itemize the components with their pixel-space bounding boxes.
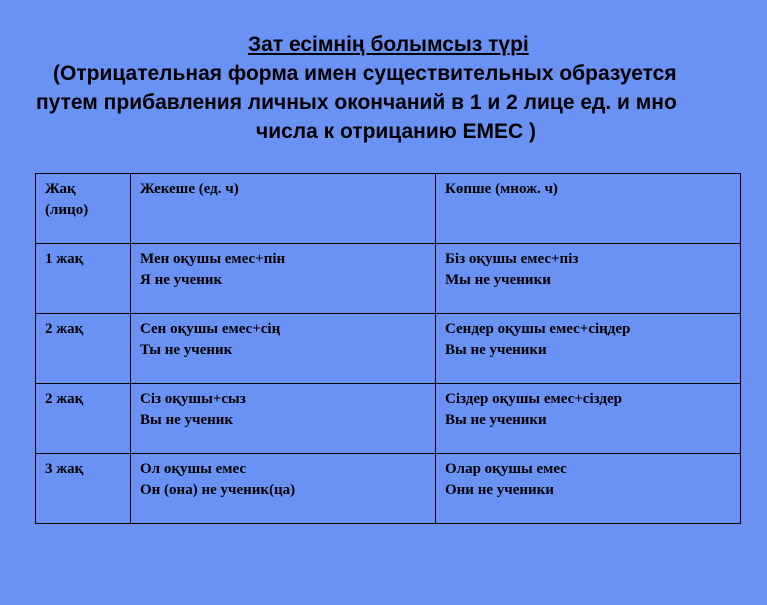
header-singular [131,174,436,244]
subtitle-line-1: (Отрицательная форма имен существительных образуется [53,62,677,85]
plural-kazakh: Біз оқушы емес+піз [445,251,579,267]
plural-cell [436,314,741,384]
table-row [36,314,741,384]
plural-cell [436,454,741,524]
person-cell [36,244,131,314]
person-label: 3 жақ [45,461,84,477]
table-row [36,454,741,524]
person-cell [36,454,131,524]
singular-kazakh: Мен оқушы емес+пін [140,251,286,267]
singular-russian: Вы не ученик [140,412,234,428]
singular-kazakh: Сіз оқушы+сыз [140,391,246,407]
plural-kazakh: Олар оқушы емес [445,461,567,477]
slide-title: Зат есімнің болымсыз түрі [248,33,529,56]
subtitle-line-2: путем прибавления личных окончаний в 1 и 2 лице ед. и мно [36,91,677,114]
singular-cell [131,244,436,314]
subtitle-line-3: числа к отрицанию ЕМЕС ) [256,120,537,143]
table-header-row [36,174,741,244]
person-cell [36,384,131,454]
singular-russian: Ты не ученик [140,342,233,358]
singular-cell [131,384,436,454]
plural-kazakh: Сіздер оқушы емес+сіздер [445,391,622,407]
slide-heading [0,0,767,160]
plural-cell [436,244,741,314]
person-cell [36,314,131,384]
table-row [36,384,741,454]
table-row [36,244,741,314]
plural-cell [436,384,741,454]
plural-russian: Вы не ученики [445,412,547,428]
singular-cell [131,314,436,384]
singular-kazakh: Ол оқушы емес [140,461,246,477]
header-plural [436,174,741,244]
plural-russian: Мы не ученики [445,272,551,288]
singular-kazakh: Сен оқушы емес+сің [140,321,281,337]
negation-table [35,173,741,524]
plural-kazakh: Сендер оқушы емес+сіңдер [445,321,631,337]
person-label: 1 жақ [45,251,84,267]
singular-russian: Он (она) не ученик(ца) [140,482,296,498]
header-singular-label: Жекеше (ед. ч) [140,181,239,197]
header-person [36,174,131,244]
plural-russian: Они не ученики [445,482,554,498]
person-label: 2 жақ [45,321,84,337]
header-plural-label: Көпше (множ. ч) [445,181,558,197]
header-person-line: (лицо) [45,202,89,218]
singular-russian: Я не ученик [140,272,223,288]
person-label: 2 жақ [45,391,84,407]
header-person-line: Жақ [45,181,76,197]
plural-russian: Вы не ученики [445,342,547,358]
singular-cell [131,454,436,524]
